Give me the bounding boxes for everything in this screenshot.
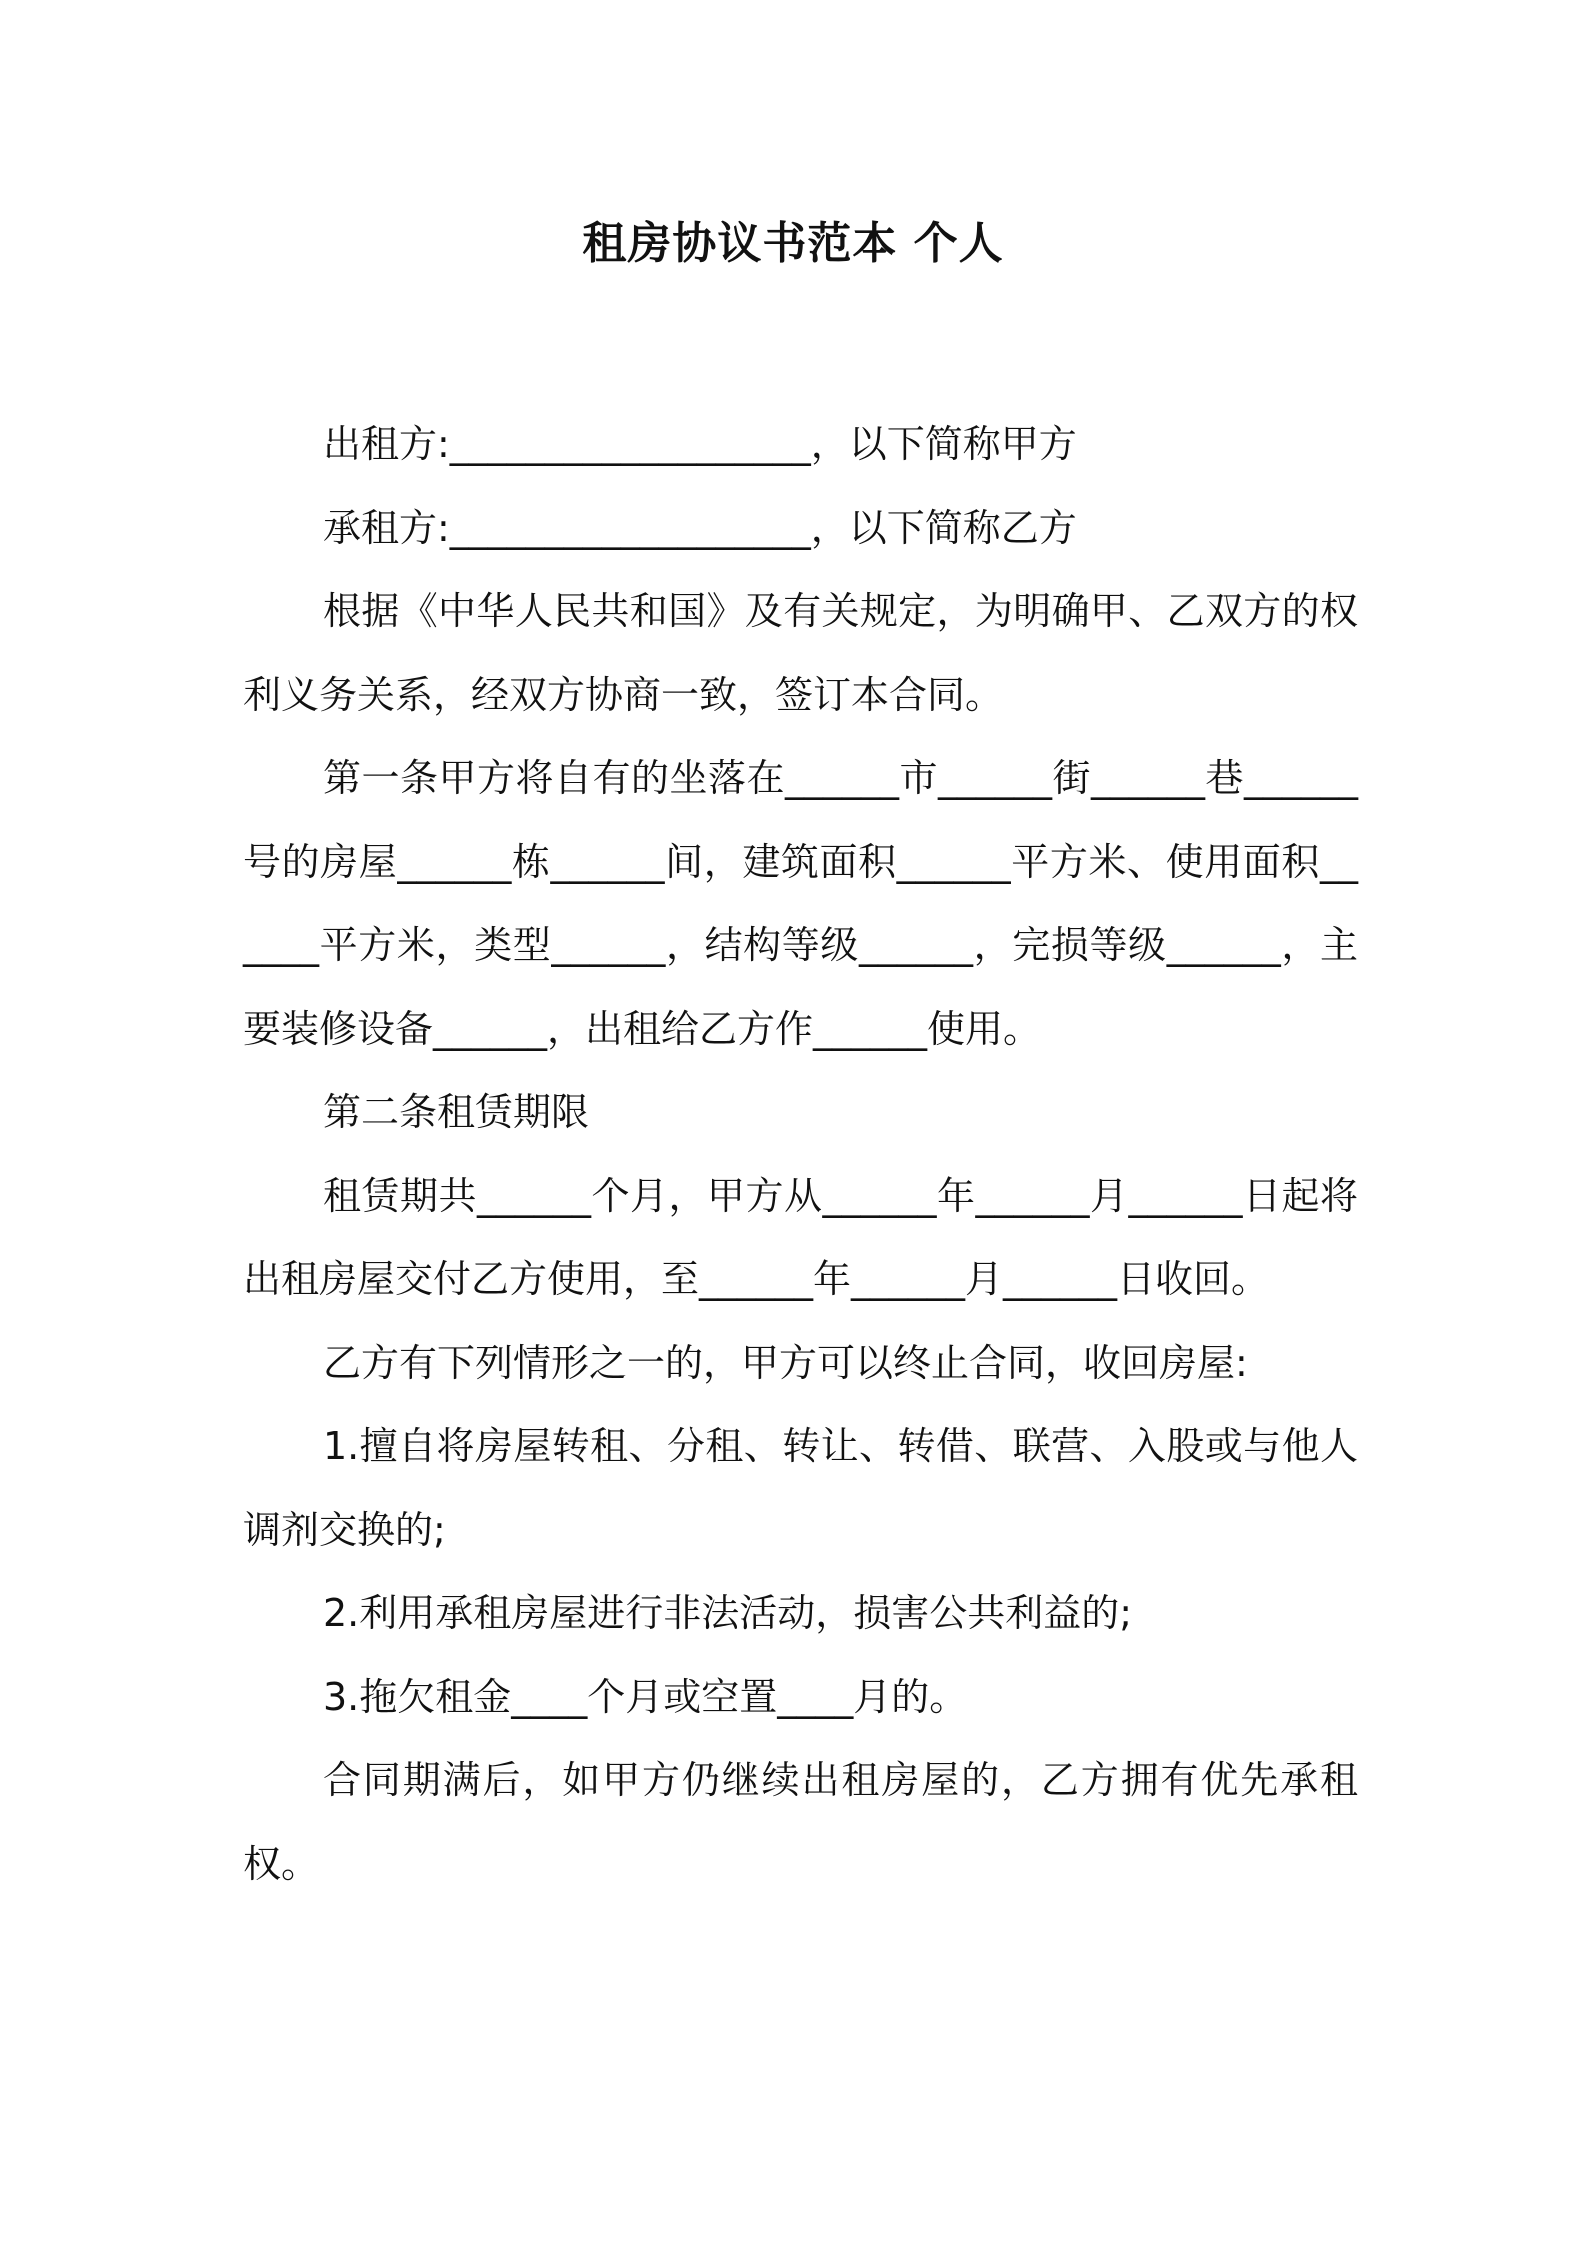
paragraph-article-2-heading: 第二条租赁期限 [323, 1090, 590, 1134]
document-title: 租房协议书范本 个人 [582, 218, 1004, 269]
paragraph-lessee: 承租方:___________________，以下简称乙方 [323, 505, 1077, 550]
paragraph-termination-intro: 乙方有下列情形之一的，甲方可以终止合同，收回房屋: [323, 1340, 1248, 1385]
paragraph-article-1: 第一条甲方将自有的坐落在______市______街______巷______号的房屋______栋______间，建筑面积______平方米、使用面积______平方米，类型______，结构等级______，完损等级______，主要装修设备______，出租给乙方作______使用。 [243, 756, 1358, 1051]
paragraph-condition-3: 3.拖欠租金____个月或空置____月的。 [323, 1674, 968, 1719]
paragraph-condition-1: 1.擅自将房屋转租、分租、转让、转借、联营、入股或与他人调剂交换的; [243, 1424, 1358, 1552]
paragraph-lease-term: 租赁期共______个月，甲方从______年______月______日起将出租房屋交付乙方使用，至______年______月______日收回。 [243, 1173, 1358, 1301]
paragraph-condition-2: 2.利用承租房屋进行非法活动，损害公共利益的; [323, 1591, 1133, 1635]
document-body [243, 403, 1358, 1906]
paragraph-lessor: 出租方:___________________，以下简称甲方 [323, 422, 1077, 466]
paragraph-renewal: 合同期满后，如甲方仍继续出租房屋的，乙方拥有优先承租权。 [243, 1758, 1358, 1886]
paragraph-preamble: 根据《中华人民共和国》及有关规定，为明确甲、乙双方的权利义务关系，经双方协商一致，签订本合同。 [243, 589, 1358, 717]
